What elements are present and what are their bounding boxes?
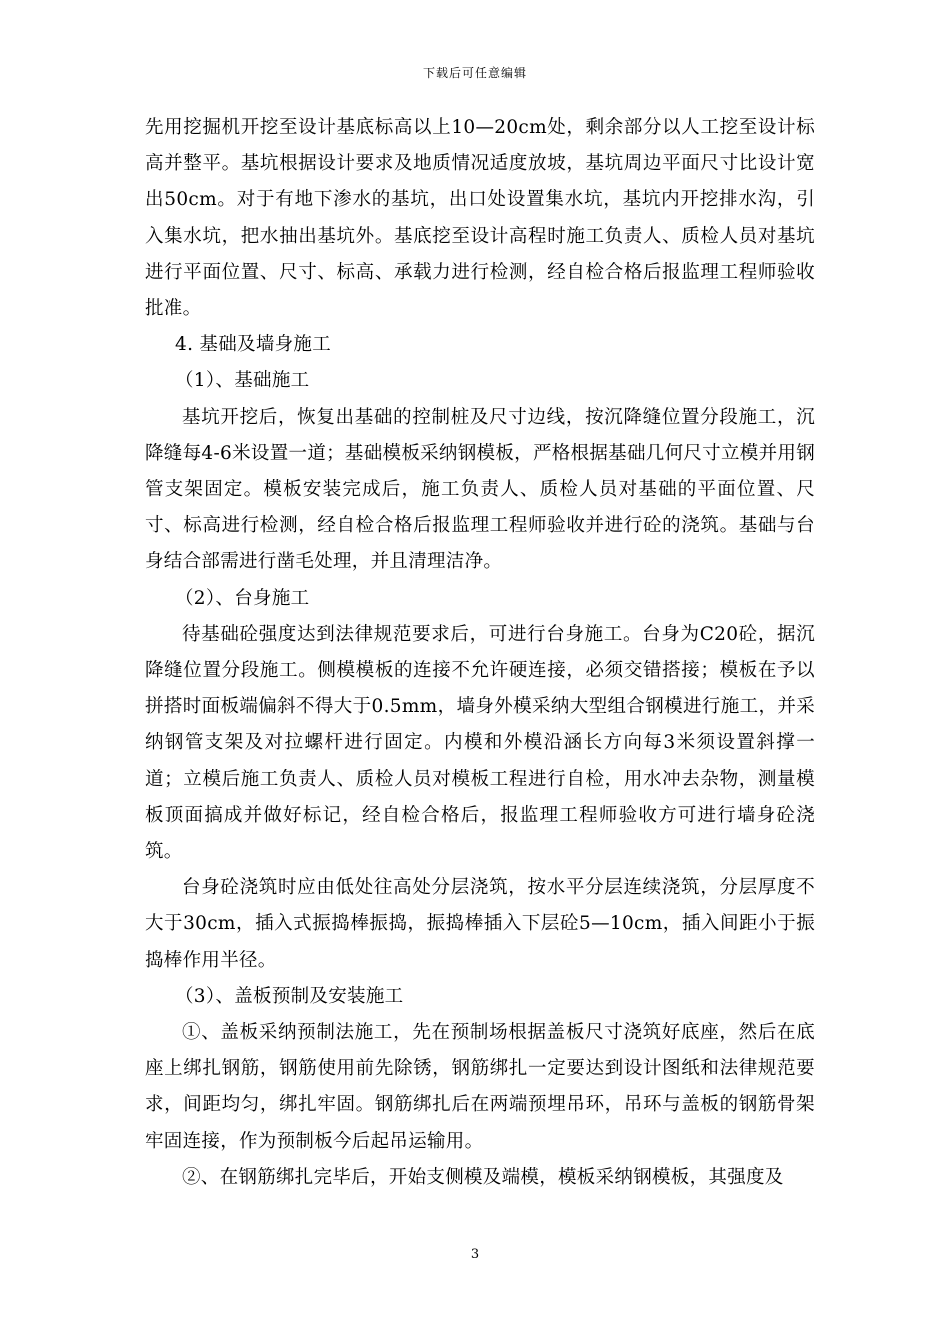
paragraph-abutment-pouring: 台身砼浇筑时应由低处往高处分层浇筑，按水平分层连续浇筑，分层厚度不大于30cm，插入式振捣棒振捣，振捣棒插入下层砼5—10cm，插入间距小于振捣棒作用半径。 [145,877,815,971]
section-heading-foundation-wall: 4. 基础及墙身施工 [175,334,332,356]
subheading-abutment: （2）、台身施工 [175,587,310,609]
subheading-cover-slab: （3）、盖板预制及安装施工 [175,985,404,1007]
paragraph-cover-slab-formwork: ②、在钢筋绑扎完毕后，开始支侧模及端模，模板采纳钢模板，其强度及 [182,1166,784,1188]
paragraph-excavation: 先用挖掘机开挖至设计基底标高以上10—20cm处，剩余部分以人工挖至设计标高并整平。基坑根据设计要求及地质情况适度放坡，基坑周边平面尺寸比设计宽出50cm。对于有地下渗水的基坑，出口处设置集水坑，基坑内开挖排水沟，引入集水坑，把水抽出基坑外。基底挖至设计高程时施工负责人、质检人员对基坑进行平面位置、尺寸、标高、承载力进行检测，经自检合格后报监理工程师验收批准。 [145,117,815,320]
paragraph-abutment: 待基础砼强度达到法律规范要求后，可进行台身施工。台身为C20砼，据沉降缝位置分段施工。侧模模板的连接不允许硬连接，必须交错搭接；模板在予以拼搭时面板端偏斜不得大于0.5mm，墙身外模采纳大型组合钢模进行施工，并采纳钢管支架及对拉螺杆进行固定。内模和外模沿涵长方向每3米须设置斜撑一道；立模后施工负责人、质检人员对模板工程进行自检，用水冲去杂物，测量模板顶面搞成并做好标记，经自检合格后，报监理工程师验收方可进行墙身砼浇筑。 [145,623,815,863]
paragraph-cover-slab-prefab: ①、盖板采纳预制法施工，先在预制场根据盖板尺寸浇筑好底座，然后在底座上绑扎钢筋，钢筋使用前先除锈，钢筋绑扎一定要达到设计图纸和法律规范要求，间距均匀，绑扎牢固。钢筋绑扎后在两端预埋吊环，吊环与盖板的钢筋骨架牢固连接，作为预制板今后起吊运输用。 [145,1022,815,1152]
paragraph-foundation: 基坑开挖后，恢复出基础的控制桩及尺寸边线，按沉降缝位置分段施工，沉降缝每4-6米设置一道；基础模板采纳钢模板，严格根据基础几何尺寸立模并用钢管支架固定。模板安装完成后，施工负责人、质检人员对基础的平面位置、尺寸、标高进行检测，经自检合格后报监理工程师验收并进行砼的浇筑。基础与台身结合部需进行凿毛处理，并且清理洁净。 [145,406,815,573]
page-number: 3 [470,1247,480,1262]
page-header: 下载后可任意编辑 [422,66,527,80]
subheading-foundation: （1）、基础施工 [175,370,310,392]
document-body [145,110,815,1196]
